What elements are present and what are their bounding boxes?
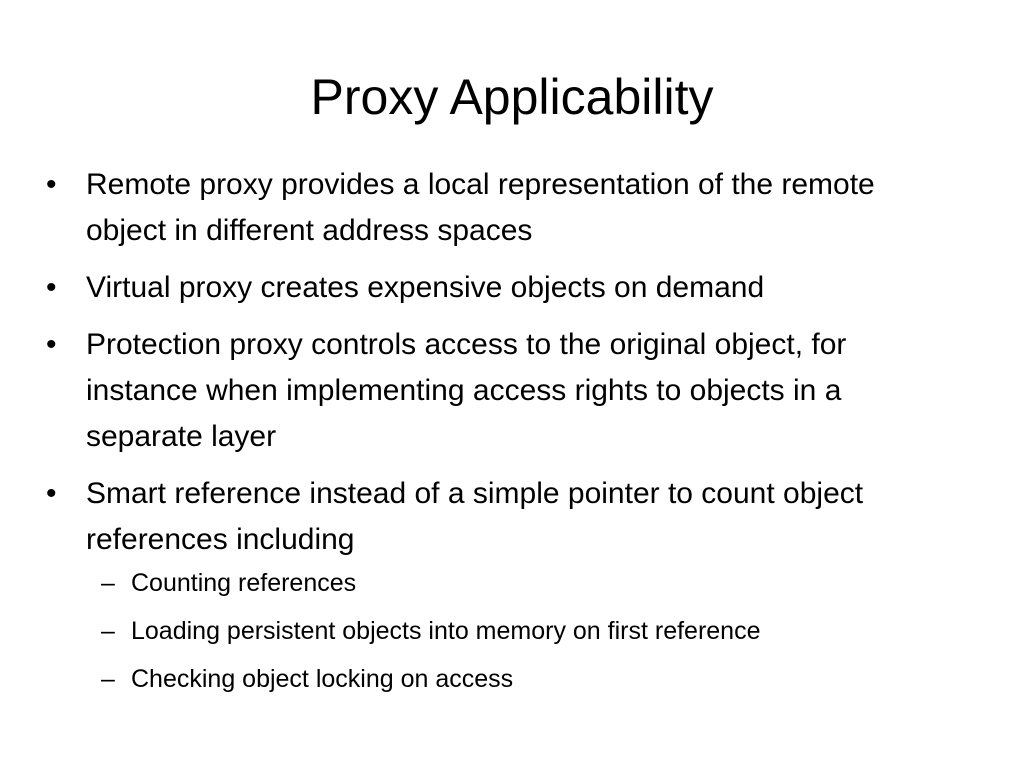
sub-bullet-text: Checking object locking on access	[131, 665, 514, 693]
bullet-marker: •	[46, 168, 57, 201]
sub-bullet-item	[86, 661, 956, 697]
sub-bullet-text: Counting references	[131, 569, 357, 597]
sub-bullet-marker: –	[101, 665, 115, 693]
bullet-text: Virtual proxy creates expensive objects on demand	[86, 271, 765, 304]
bullet-marker: •	[46, 328, 57, 361]
bullet-marker: •	[46, 271, 57, 304]
bullet-item	[46, 322, 956, 460]
sub-bullet-marker: –	[101, 569, 115, 597]
sub-bullet-item	[86, 613, 956, 649]
bullet-item	[46, 162, 956, 254]
bullet-item	[46, 265, 956, 311]
bullet-text: Remote proxy provides a local representation of the remote object in different address spaces	[86, 168, 875, 247]
sub-bullet-item	[86, 565, 956, 601]
sub-bullet-text: Loading persistent objects into memory on first reference	[131, 617, 761, 645]
bullet-text: Protection proxy controls access to the original object, for instance when implementing access rights to objects in a separate layer	[86, 328, 847, 453]
bullet-text: Smart reference instead of a simple pointer to count object references including	[86, 477, 864, 556]
bullet-list	[46, 162, 956, 709]
slide-title: Proxy Applicability	[310, 69, 714, 125]
sub-bullet-list	[86, 565, 956, 697]
bullet-marker: •	[46, 477, 57, 510]
sub-bullet-marker: –	[101, 617, 115, 645]
bullet-item	[46, 471, 956, 697]
